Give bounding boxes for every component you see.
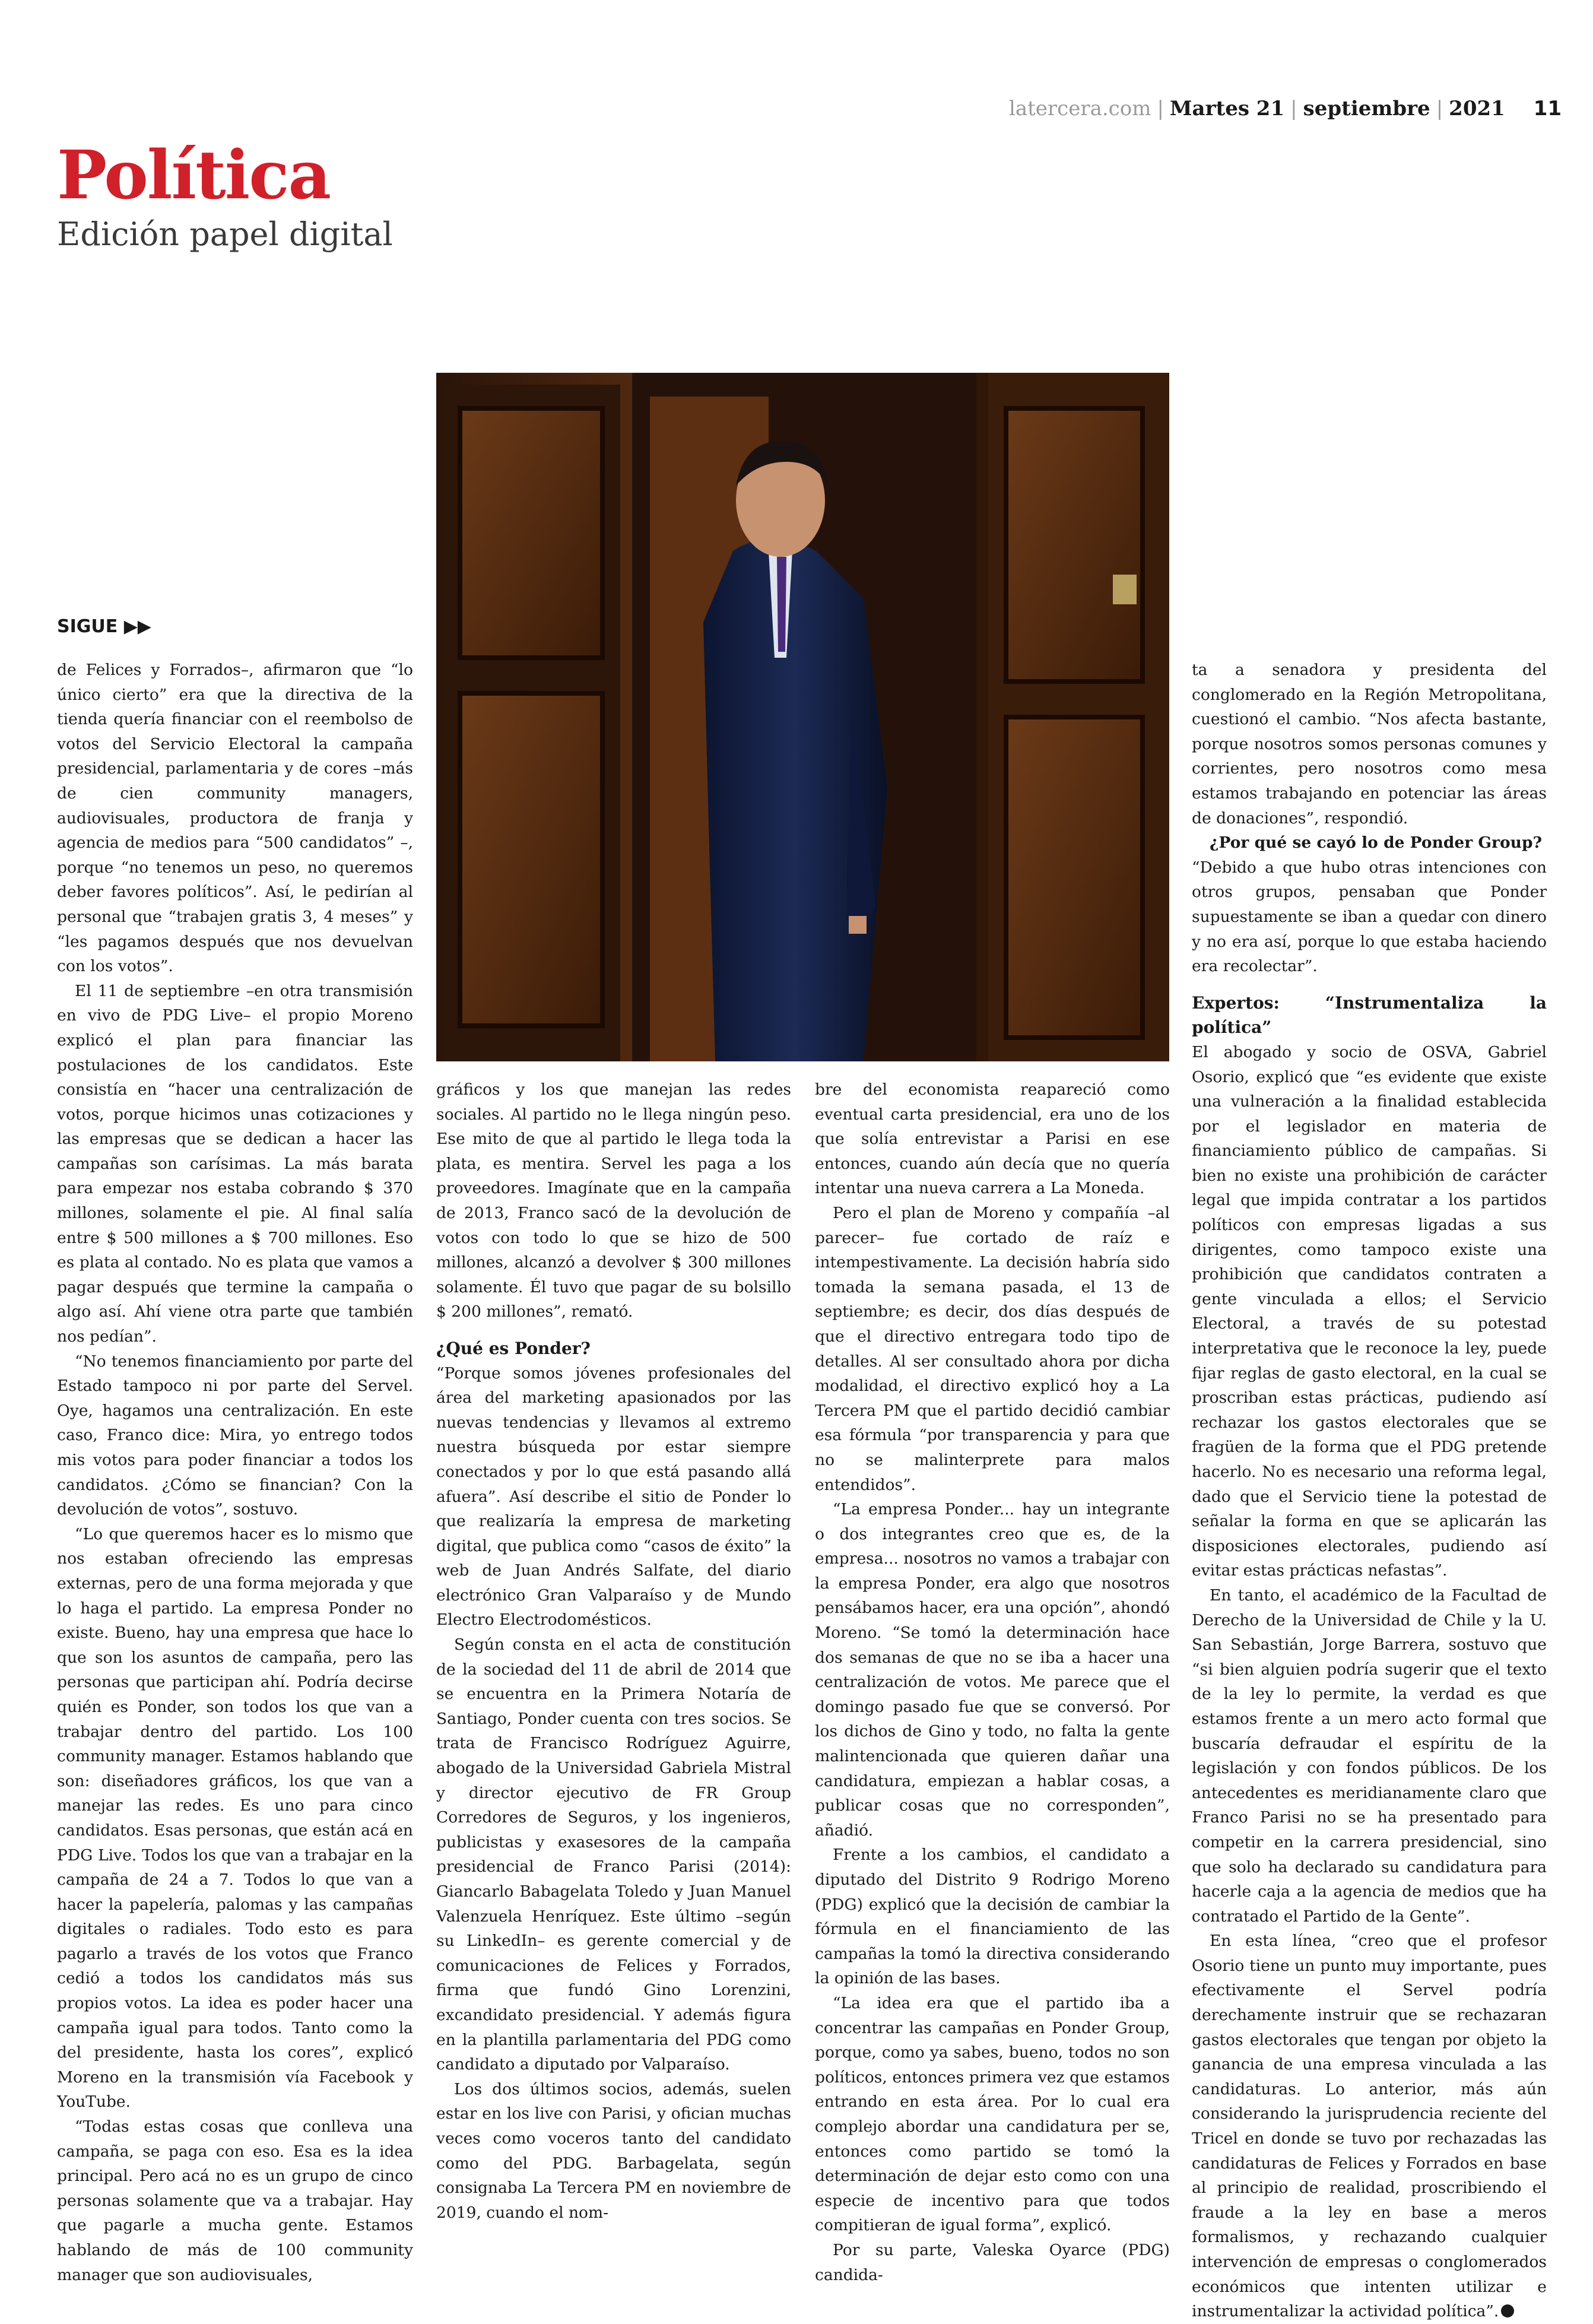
article-photo	[436, 373, 1169, 1061]
paragraph: ta a senadora y presidenta del conglomerado en la Región Metropolitana, cuestionó el cambio. “Nos afecta bastante, porque nosotros somos personas comunes y corrientes, pero nosotros como mesa estamos trabajando en potenciar las áreas de donaciones”, respondió.	[1192, 661, 1547, 827]
date-year: 2021	[1449, 97, 1505, 121]
paragraph: bre del economista reapareció como eventual carta presidencial, era uno de los que solía entrevistar a Parisi en ese entonces, cuando aún decía que no quería intentar una nueva carrera a La Moneda.	[815, 1080, 1170, 1198]
paragraph: Frente a los cambios, el candidato a diputado del Distrito 9 Rodrigo Moreno (PDG) explicó que la decisión de cambiar la fórmula en el financiamiento de las campañas la tomó la directiva considerando la opinión de las bases.	[815, 1846, 1170, 1988]
site-name: latercera.com	[1009, 97, 1151, 121]
page-number: 11	[1533, 97, 1562, 121]
subheading: Expertos: “Instrumentaliza la política”	[1192, 993, 1547, 1038]
paragraph: “La idea era que el partido iba a concentrar las campañas en Ponder Group, porque, como ya sabes, bueno, todos no son políticos, entonces primera vez que estamos entrando en esta área. Por lo cual era complejo abordar una candidatura per se, entonces como partido se tomó la determinación de dejar esto como con una especie de incentivo para que todos compitieran de igual forma”, explicó.	[815, 1993, 1170, 2235]
question-subheading: ¿Por qué se cayó lo de Ponder Group?	[1210, 833, 1543, 852]
paragraph: “Lo que queremos hacer es lo mismo que nos estaban ofreciendo las empresas externas, pero de una forma mejorada y que lo haga el partido. La empresa Ponder no existe. Bueno, hay una empresa que hace lo que son los asuntos de campaña, pero las personas que participan ahí. Podría decirse quién es Ponder, son todos los que van a trabajar dentro del partido. Los 100 community manager. Estamos hablando que son: diseñadores gráficos, los que van a manejar las redes. Es uno para cinco candidatos. Esas personas, que están acá en PDG Live. Todos los que van a trabajar en la campaña de 24 a 7. Todos lo que van a hacer la papelería, palomas y las campañas digitales o radiales. Todo esto es para pagarlo a través de los votos que Franco cedió a todos los candidatos más sus propios votos. La idea es poder hacer una campaña igual para todos. Tanto como la del presidente, hasta los cores”, explicó Moreno en la transmisión vía Facebook y YouTube.	[57, 1524, 413, 2111]
paragraph: Por su parte, Valeska Oyarce (PDG) candida-	[815, 2240, 1170, 2284]
page-header: latercera.com | Martes 21 | septiembre | 2021 11	[1009, 97, 1562, 121]
paragraph-text: En esta línea, “creo que el profesor Osorio tiene un punto muy importante, pues efectivamente el Servel podría derechamente instruir que se rechazaran gastos electorales que tengan por objeto la ganancia de una empresa vinculada a las candidaturas. Lo anterior, más aún considerando la jurisprudencia reciente del Tricel en donde se tuvo por rechazadas las candidaturas de Felices y Forrados en base al principio de realidad, proscribiendo el fraude a la ley en base a meros formalismos, y rechazando cualquier intervención de empresas o conglomerados económicos que intenten utilizar e instrumentalizar la actividad política”.	[1192, 1932, 1547, 2321]
end-mark-icon	[1501, 2304, 1514, 2317]
paragraph: gráficos y los que manejan las redes sociales. Al partido no le llega ningún peso. Ese mito de que al partido le llega toda la plata, es mentira. Servel les paga a los proveedores. Imagínate que en la campaña de 2013, Franco sacó de la devolución de votos con todo lo que se hizo de 500 millones, alcanzó a devolver $ 300 millones solamente. Él tuvo que pagar de su bolsillo $ 200 millones”, remató.	[436, 1080, 791, 1321]
section-subtitle: Edición papel digital	[57, 215, 393, 253]
date-month: septiembre	[1303, 97, 1430, 121]
date-day: Martes 21	[1169, 97, 1285, 121]
paragraph: Pero el plan de Moreno y compañía –al parecer– fue cortado de raíz e intempestivamente. La decisión habría sido tomada la semana pasada, el 13 de septiembre; es decir, dos días después de que el directivo entregara todo tipo de detalles. Al ser consultado ahora por dicha modalidad, el directivo explicó hoy a La Tercera PM que el partido decidió cambiar esa fórmula “por transparencia y para que no se malinterprete para malos entendidos”.	[815, 1203, 1170, 1494]
article-column-1	[57, 658, 413, 2287]
paragraph: de Felices y Forrados–, afirmaron que “lo único cierto” era que la directiva de la tienda quería financiar con el reembolso de votos del Servicio Electoral la campaña presidencial, parlamentaria y de cores –más de cien community managers, audiovisuales, productora de franja y agencia de medios para “500 candidatos” –, porque “no tenemos un peso, no queremos deber favores políticos”. Así, le pedirían al personal que “trabajen gratis 3, 4 meses” y “les pagamos después que nos devuelvan con los votos”.	[57, 661, 413, 976]
continuation-marker: SIGUE ▶▶	[57, 616, 151, 637]
paragraph: “Debido a que hubo otras intenciones con otros grupos, pensaban que Ponder supuestamente se iban a quedar con dinero y no era así, porque lo que estaba haciendo era recolectar”.	[1192, 858, 1547, 976]
article-column-2	[436, 1077, 791, 2225]
paragraph: En tanto, el académico de la Facultad de Derecho de la Universidad de Chile y la U. San Sebastián, Jorge Barrera, sostuvo que “si bien alguien podría sugerir que el texto de la ley lo permite, la verdad es que estamos frente a un mero acto formal que buscaría defraudar el espíritu de la legislación y con fondos públicos. De los antecedentes es meridianamente claro que Franco Parisi no se ha presentado para competir en la carrera presidencial, sino que solo ha declarado su candidatura para hacerle caja a la agencia de medios que ha contratado el Partido de la Gente”.	[1192, 1586, 1547, 1926]
paragraph: “No tenemos financiamiento por parte del Estado tampoco ni por parte del Servel. Oye, hagamos una centralización. En este caso, Franco dice: Mira, yo entrego todos mis votos para poder financiar a todos los candidatos. ¿Cómo se financian? Con la devolución de votos”, sostuvo.	[57, 1352, 413, 1519]
paragraph: Los dos últimos socios, además, suelen estar en los live con Parisi, y ofician muchas veces como voceros tanto del candidato como del PDG. Barbagelata, según consignaba La Tercera PM en noviembre de 2019, cuando el nom-	[436, 2079, 791, 2222]
paragraph: El 11 de septiembre –en otra transmisión en vivo de PDG Live– el propio Moreno explicó el plan para financiar las postulaciones de los candidatos. Este consistía en “hacer una centralización de votos, porque hicimos unas cotizaciones y las empresas que se dedican a hacer las campañas son carísimas. La más barata para empezar nos estaba cobrando $ 370 millones, solamente el pie. Al final salía entre $ 500 millones a $ 700 millones. Eso es plata al contado. No es plata que vamos a pagar después que termine la campaña o algo así. Ahí viene otra parte que también nos pedían”.	[57, 981, 413, 1346]
subheading: ¿Qué es Ponder?	[436, 1338, 591, 1358]
article-column-3	[815, 1077, 1170, 2287]
paragraph: Según consta en el acta de constitución de la sociedad del 11 de abril de 2014 que se encuentra en la Primera Notaría de Santiago, Ponder cuenta con tres socios. Se trata de Francisco Rodríguez Aguirre, abogado de la Universidad Gabriela Mistral y director ejecutivo de FR Group Corredores de Seguros, y los ingenieros, publicistas y exasesores de la campaña presidencial de Franco Parisi (2014): Giancarlo Babagelata Toledo y Juan Manuel Valenzuela Henríquez. Este último –según su LinkedIn– es gerente comercial y de comunicaciones de Felices y Forrados, firma que fundó Gino Lorenzini, excandidato presidencial. Y además figura en la plantilla parlamentaria del PDG como candidato a diputado por Valparaíso.	[436, 1635, 791, 2074]
paragraph: “Porque somos jóvenes profesionales del área del marketing apasionados por las nuevas tendencias y llevamos al extremo nuestra búsqueda por estar siempre conectados y por lo que está pasando allá afuera”. Así describe el sitio de Ponder lo que realizaría la empresa de marketing digital, que publica como “casos de éxito” la web de Juan Andrés Salfate, del diario electrónico Gran Valparaíso y de Mundo Electro Electrodomésticos.	[436, 1364, 791, 1629]
paragraph: El abogado y socio de OSVA, Gabriel Osorio, explicó que “es evidente que existe una vulneración a la finalidad establecida por el legislador en materia de financiamiento público de campañas. Si bien no existe una prohibición de carácter legal que impida contratar a los partidos políticos con empresas ligadas a sus dirigentes, como tampoco existe una prohibición que candidatos contraten a gente vinculada a ellos; el Servicio Electoral, a través de su potestad interpretativa que le reconoce la ley, puede fijar reglas de gasto electoral, en la cual se proscriban estas prácticas, pudiendo así rechazar los gastos electorales que se fragüen de la forma que el PDG pretende hacerlo. No es necesario una reforma legal, dado que el Servicio tiene la potestad de señalar la forma en que se aplicarán las disposiciones electorales, pudiendo así evitar estas prácticas nefastas”.	[1192, 1042, 1547, 1580]
article-column-4	[1192, 658, 1547, 2324]
paragraph: “La empresa Ponder... hay un integrante o dos integrantes creo que es, de la empresa... nosotros no vamos a trabajar con la empresa Ponder, era algo que nosotros pensábamos hacer, era una opción”, ahondó Moreno. “Se tomó la determinación hace dos semanas de que no se iba a hacer una centralización de votos. Me parece que el domingo pasado fue que se conversó. Por los dichos de Gino y todo, no falta la gente malintencionada que quieren dañar una candidatura, empiezan a hablar cosas, a publicar cosas que no corresponden”, añadió.	[815, 1500, 1170, 1840]
paragraph	[1192, 1929, 1547, 2324]
section-title: Política	[57, 137, 331, 214]
paragraph: “Todas estas cosas que conlleva una campaña, se paga con eso. Esa es la idea principal. Pero acá no es un grupo de cinco personas solamente que va a trabajar. Hay que pagarle a mucha gente. Estamos hablando de más de 100 community manager que son audiovisuales,	[57, 2117, 413, 2284]
